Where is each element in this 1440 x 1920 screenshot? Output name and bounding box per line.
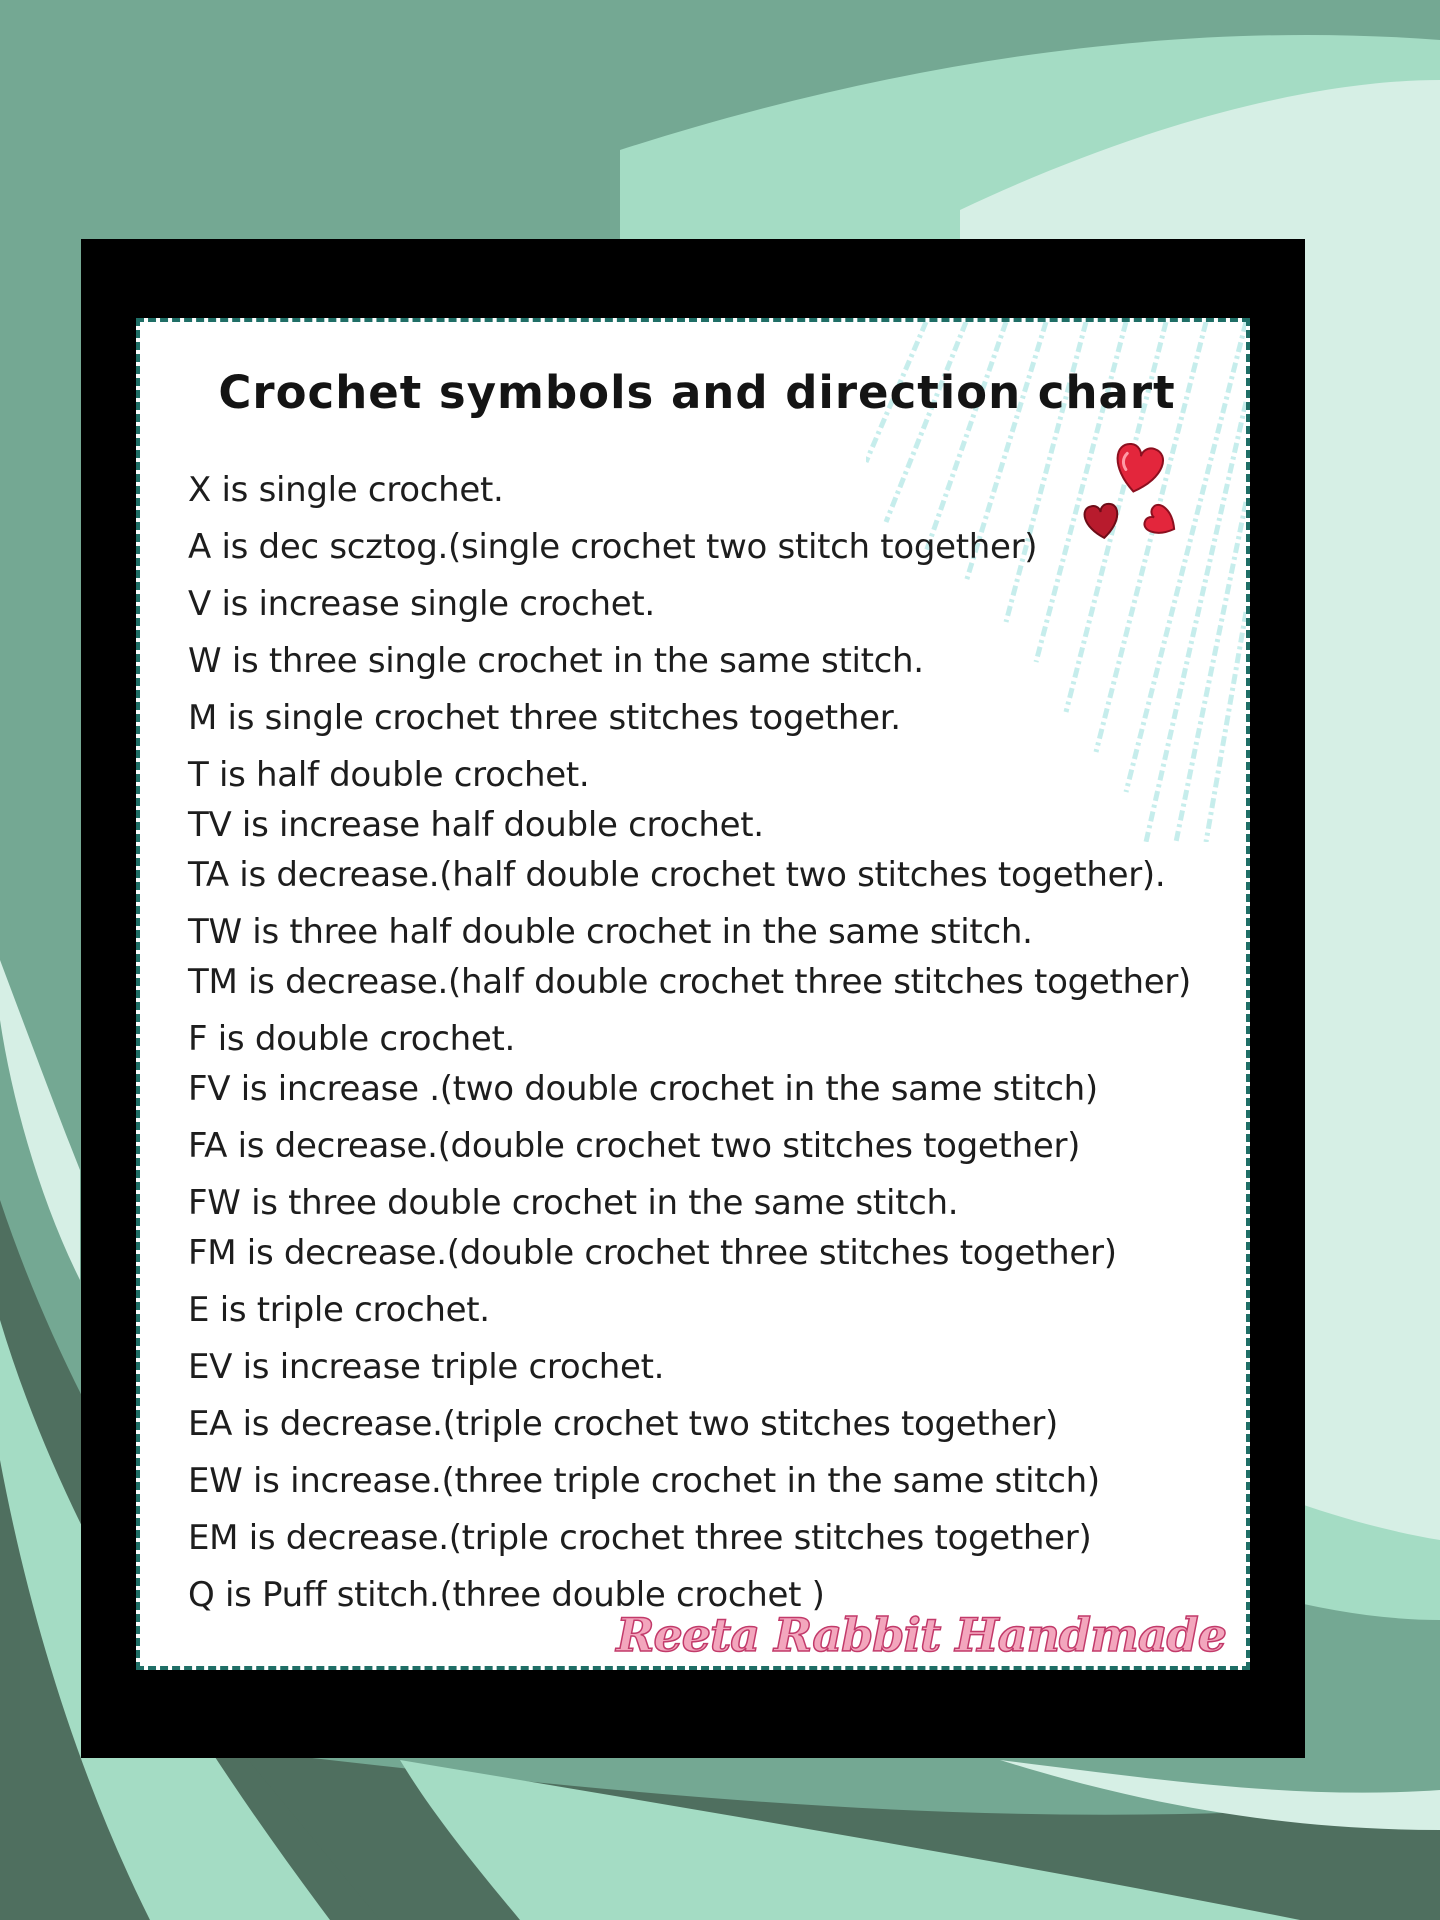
- page-title: Crochet symbols and direction chart: [218, 366, 1176, 419]
- hearts-decoration: [1078, 430, 1198, 550]
- list-item: TM is decrease.(half double crochet three stitches together): [188, 962, 1192, 1002]
- list-item: FA is decrease.(double crochet two stitches together): [188, 1126, 1081, 1166]
- heart-icon-small: [1083, 503, 1120, 540]
- list-item: TV is increase half double crochet.: [188, 805, 764, 845]
- list-item: V is increase single crochet.: [188, 584, 655, 624]
- list-item: F is double crochet.: [188, 1019, 516, 1059]
- signature-watermark: Reeta Rabbit Handmade: [616, 1608, 1226, 1662]
- list-item: EA is decrease.(triple crochet two stitches together): [188, 1404, 1058, 1444]
- list-item: E is triple crochet.: [188, 1290, 490, 1330]
- heart-icon-large: [1111, 442, 1165, 497]
- list-item: TA is decrease.(half double crochet two stitches together).: [188, 855, 1166, 895]
- list-item: M is single crochet three stitches together.: [188, 698, 901, 738]
- list-item: TW is three half double crochet in the same stitch.: [188, 912, 1033, 952]
- list-item: EW is increase.(three triple crochet in the same stitch): [188, 1461, 1100, 1501]
- list-item: FW is three double crochet in the same stitch.: [188, 1183, 959, 1223]
- list-item: Q is Puff stitch.(three double crochet ): [188, 1575, 825, 1615]
- list-item: FV is increase .(two double crochet in the same stitch): [188, 1069, 1098, 1109]
- list-item: W is three single crochet in the same stitch.: [188, 641, 924, 681]
- list-item: FM is decrease.(double crochet three stitches together): [188, 1233, 1117, 1273]
- heart-icon-tiny: [1142, 502, 1181, 541]
- list-item: A is dec scztog.(single crochet two stitch together): [188, 527, 1038, 567]
- list-item: EV is increase triple crochet.: [188, 1347, 665, 1387]
- list-item: X is single crochet.: [188, 470, 504, 510]
- list-item: EM is decrease.(triple crochet three stitches together): [188, 1518, 1092, 1558]
- list-item: T is half double crochet.: [188, 755, 590, 795]
